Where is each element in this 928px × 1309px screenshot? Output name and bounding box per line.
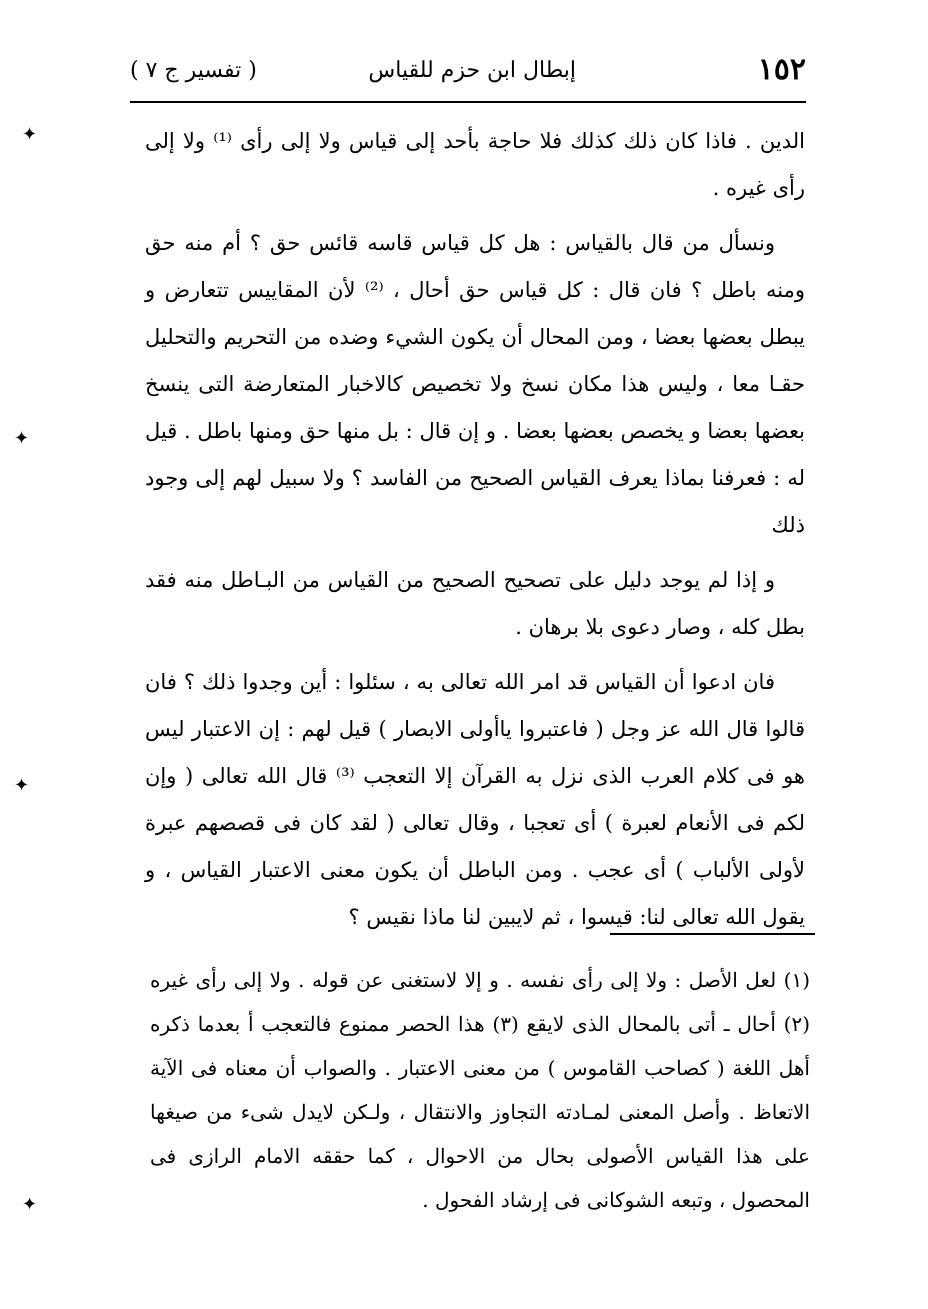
paragraph-2: ونسأل من قال بالقياس : هل كل قياس قاسه قائس حق ؟ أم منه حق ومنه باطل ؟ فان قال : كل قياس حق أحال ، ⁽²⁾ لأن المقاييس تتعارض و يبطل بعضها بعضا ، ومن المحال أن يكون الشيء وضده من التحريم والتحليل حقـا معا ، وليس هذا مكان نسخ ولا تخصيص كالاخبار المتعارضة التى ينسخ بعضها بعضا و يخصص بعضها بعضا . و إن قال : بل منها حق ومنها باطل . قيل له : فعرفنا بماذا يعرف القياس الصحيح من الفاسد ؟ ولا سبيل لهم إلى وجود ذلك bbox=[145, 231, 805, 537]
page-number: ١٥٢ bbox=[757, 52, 806, 87]
footnote-separator bbox=[610, 933, 815, 935]
paragraph-1: الدين . فاذا كان ذلك كذلك فلا حاجة بأحد إلى قياس ولا إلى رأى ⁽¹⁾ ولا إلى رأى غيره . bbox=[145, 129, 805, 200]
margin-ornament-icon: ✦ bbox=[14, 428, 30, 449]
volume-reference: ( تفسير ج ٧ ) bbox=[130, 58, 257, 83]
footnote-text: (١) لعل الأصل : ولا إلى رأى نفسه . و إلا لاستغنى عن قوله . ولا إلى رأى غيره (٢) أحال ـ أتى بالمحال الذى لايقع (٣) هذا الحصر ممنوع فالتعجب أ بعدما ذكره أهل اللغة ( كصاحب القاموس ) من معنى الاعتبار . والصواب أن معناه فى الآية الاتعاظ . وأصل المعنى لمـادته التجاوز والانتقال ، ولـكن لايدل شىء من صيغها على هذا القياس الأصولى بحال من الاحوال ، كما حققه الامام الرازى فى المحصول ، وتبعه الشوكانى فى إرشاد الفحول . bbox=[150, 968, 810, 1212]
margin-ornament-icon: ✦ bbox=[22, 1194, 38, 1215]
header-rule bbox=[130, 101, 806, 103]
margin-ornament-icon: ✦ bbox=[22, 124, 38, 145]
paragraph-4: فان ادعوا أن القياس قد امر الله تعالى به ، سئلوا : أين وجدوا ذلك ؟ فان قالوا قال الله عز وجل ( فاعتبروا ياأولى الابصار ) قيل لهم : إن الاعتبار ليس هو فى كلام العرب الذى نزل به القرآن إلا التعجب ⁽³⁾ قال الله تعالى ( وإن لكم فى الأنعام لعبرة ) أى تعجبا ، وقال تعالى ( لقد كان فى قصصهم عبرة لأولى الألباب ) أى عجب . ومن الباطل أن يكون معنى الاعتبار القياس ، و يقول الله تعالى لنا: قيسوا ، ثم لايبين لنا ماذا نقيس ؟ bbox=[145, 670, 806, 929]
footnotes bbox=[150, 958, 810, 1222]
running-title: إبطال ابن حزم للقياس bbox=[368, 58, 576, 83]
paragraph-3: و إذا لم يوجد دليل على تصحيح الصحيح من القياس من البـاطل منه فقد بطل كله ، وصار دعوى بلا برهان . bbox=[145, 568, 805, 639]
margin-ornament-icon: ✦ bbox=[14, 775, 30, 796]
page-header bbox=[130, 52, 806, 96]
main-text bbox=[145, 118, 805, 949]
